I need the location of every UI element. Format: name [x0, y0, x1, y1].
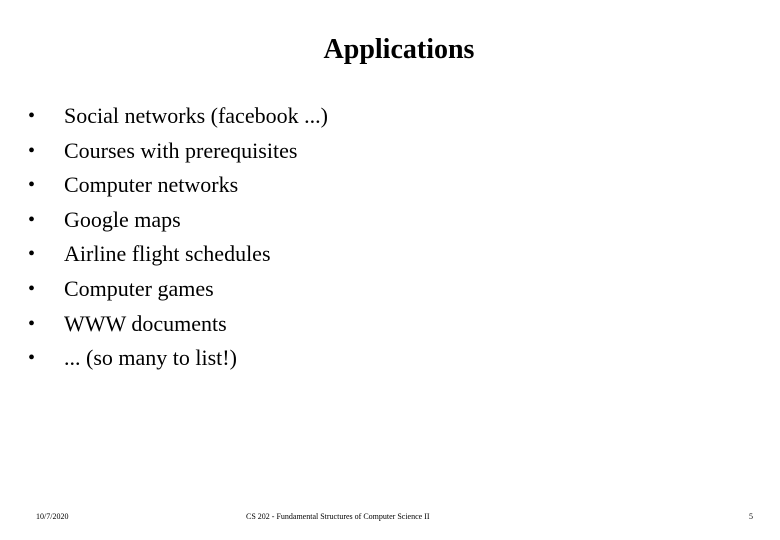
page-number: 5 [749, 512, 753, 521]
bullet-text: Computer networks [64, 172, 239, 198]
bullet-text: ... (so many to list!) [64, 345, 237, 371]
bullet-icon: • [28, 174, 36, 197]
bullet-text: Google maps [64, 206, 181, 232]
footer-course-title: CS 202 - Fundamental Structures of Computer Science II [246, 512, 430, 521]
bullet-text: Courses with prerequisites [64, 137, 298, 163]
bullet-icon: • [28, 312, 36, 335]
bullet-text: Airline flight schedules [64, 241, 271, 267]
bullet-text: Social networks (facebook ...) [64, 103, 328, 128]
bullet-icon: • [28, 347, 36, 370]
bullet-icon: • [28, 243, 36, 266]
bullet-icon: • [28, 139, 36, 162]
bullet-text: WWW documents [64, 310, 227, 336]
footer-date: 10/7/2020 [36, 512, 69, 521]
bullet-icon: • [28, 105, 36, 127]
bullet-text: Computer games [64, 275, 214, 301]
slide-title: Applications [323, 34, 475, 65]
bullet-icon: • [28, 277, 36, 300]
bullet-icon: • [28, 208, 36, 231]
